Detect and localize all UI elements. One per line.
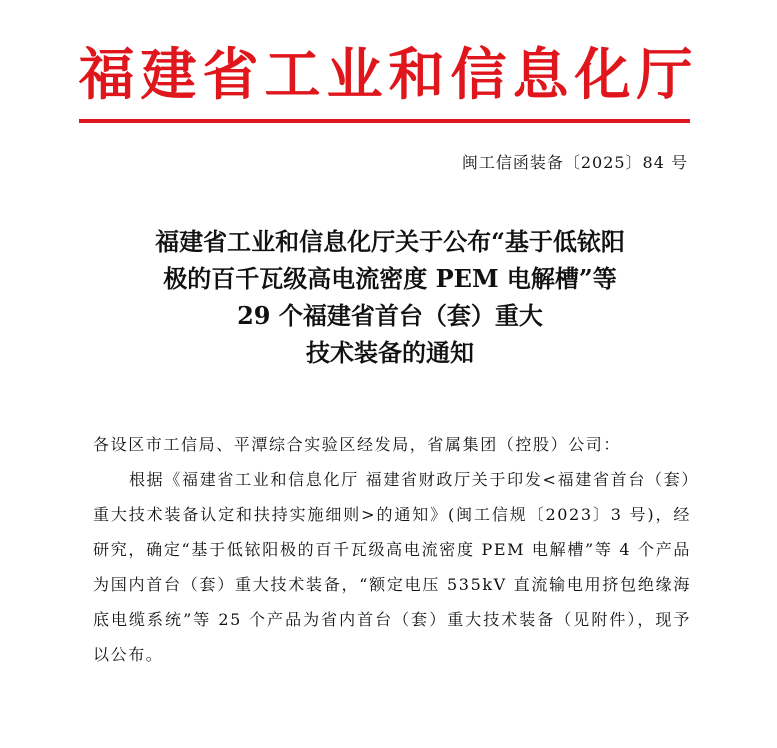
document-number: 闽工信函装备〔2025〕84 号 bbox=[461, 153, 688, 172]
title-line: 极的百千瓦级高电流密度 PEM 电解槽”等 bbox=[163, 264, 617, 293]
salutation: 各设区市工信局、平潭综合实验区经发局，省属集团（控股）公司： bbox=[93, 435, 622, 454]
title-line: 技术装备的通知 bbox=[306, 338, 474, 367]
title-line: 29 个福建省首台（套）重大 bbox=[237, 301, 543, 330]
notice-body bbox=[93, 427, 691, 672]
agency-masthead: 福建省工业和信息化厅 bbox=[78, 42, 699, 108]
notice-title bbox=[84, 223, 696, 371]
title-line: 福建省工业和信息化厅关于公布“基于低铱阳 bbox=[155, 227, 625, 256]
body-paragraph: 根据《福建省工业和信息化厅 福建省财政厅关于印发<福建省首台（套）重大技术装备认定和扶持实施细则>的通知》(闽工信规〔2023〕3 号)，经研究，确定“基于低铱阳极的百千瓦级高电流密度 PEM 电解槽”等 4 个产品为国内首台（套）重大技术装备，“额定电压 535kV 直流输电用挤包绝缘海底电缆系统”等 25 个产品为省内首台（套）重大技术装备（见附件），现予以公布。 bbox=[93, 470, 691, 664]
red-divider-rule bbox=[79, 119, 690, 123]
